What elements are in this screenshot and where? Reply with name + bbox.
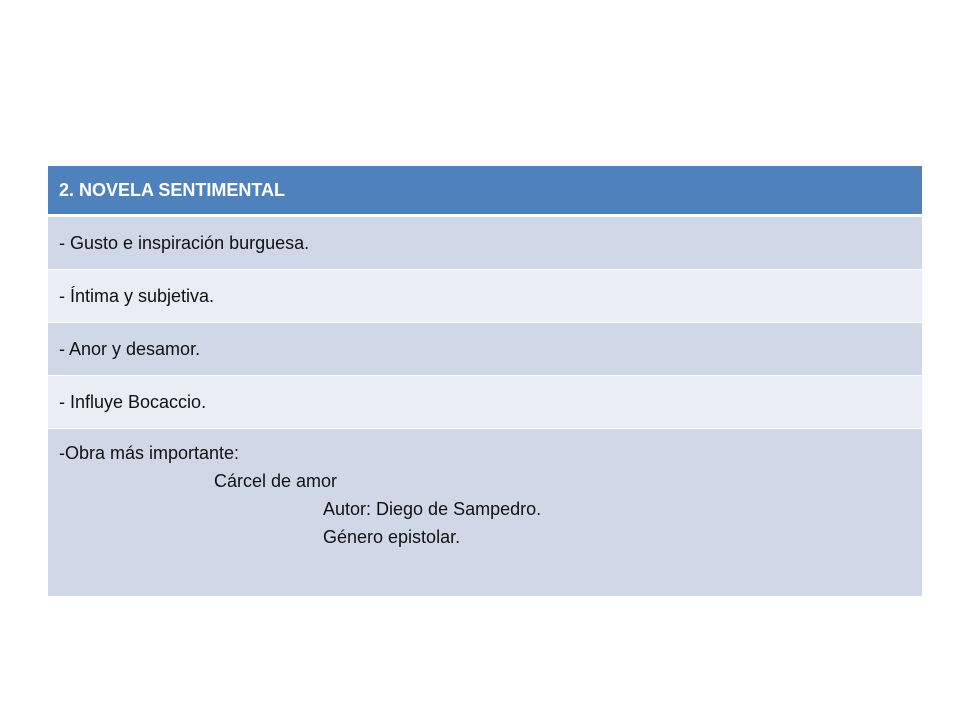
table-header-row bbox=[48, 166, 922, 216]
main-work-author: Autor: Diego de Sampedro. bbox=[323, 499, 542, 519]
main-work-heading: -Obra más importante: bbox=[59, 443, 240, 463]
main-work-title: Cárcel de amor bbox=[214, 471, 338, 491]
table-row bbox=[48, 322, 922, 375]
table-cell-main-work bbox=[48, 428, 922, 596]
table-row bbox=[48, 269, 922, 322]
table-cell: - Influye Bocaccio. bbox=[48, 375, 922, 428]
table-cell: - Íntima y subjetiva. bbox=[48, 269, 922, 322]
table-row bbox=[48, 216, 922, 269]
table-header-title: 2. NOVELA SENTIMENTAL bbox=[48, 166, 922, 216]
table-row bbox=[48, 375, 922, 428]
content-table bbox=[48, 166, 922, 596]
table-cell: - Gusto e inspiración burguesa. bbox=[48, 216, 922, 269]
main-work-genre: Género epistolar. bbox=[323, 527, 461, 547]
table-cell: - Anor y desamor. bbox=[48, 322, 922, 375]
table-row-main-work bbox=[48, 428, 922, 596]
